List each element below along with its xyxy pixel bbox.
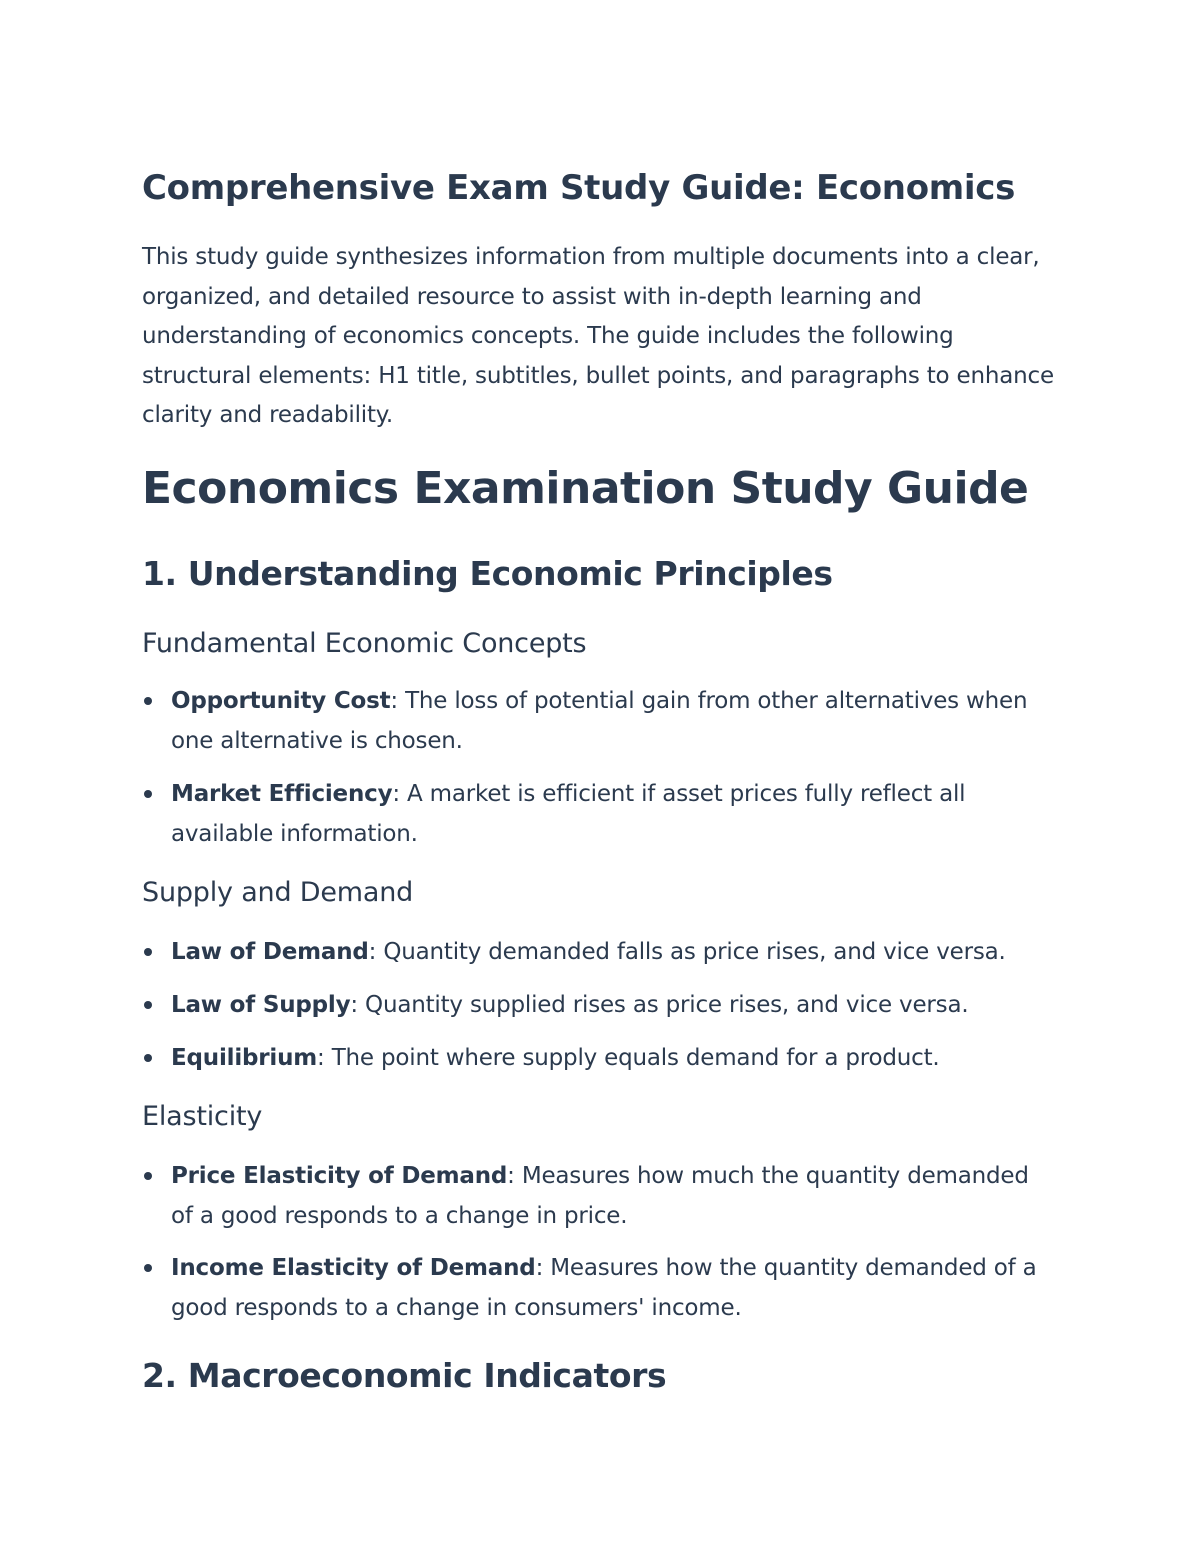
bullet-text: : A market is efficient if asset prices fully reflect all available information. (171, 781, 966, 847)
bullet-icon (144, 697, 152, 705)
section-heading-2: 2. Macroeconomic Indicators (142, 1356, 667, 1395)
subheading-elasticity: Elasticity (142, 1101, 263, 1132)
list-item (142, 775, 1052, 854)
bullet-text: : Quantity demanded falls as price rises, and vice versa. (368, 939, 1006, 965)
bullet-icon (144, 790, 152, 798)
bullet-term: Equilibrium (171, 1045, 318, 1071)
bullet-icon (144, 1001, 152, 1009)
bullet-term: Law of Demand (171, 939, 369, 965)
list-item (142, 1249, 1052, 1328)
main-heading: Economics Examination Study Guide (142, 463, 1029, 514)
bullet-icon (144, 1264, 152, 1272)
bullet-text: : The loss of potential gain from other alternatives when one alternative is chosen. (171, 688, 1028, 754)
bullet-term: Opportunity Cost (171, 688, 391, 714)
bullet-term: Income Elasticity of Demand (171, 1255, 536, 1281)
bullet-text: : Quantity supplied rises as price rises, and vice versa. (350, 992, 969, 1018)
intro-paragraph: This study guide synthesizes information from multiple documents into a clear, organized, and detailed resource to assist with in-depth learning and understanding of economics concepts. The guide includes the following structural elements: H1 title, subtitles, bullet points, and paragraphs to enhance clarity and readability. (142, 244, 1054, 428)
bullet-icon (144, 948, 152, 956)
list-item (142, 986, 1052, 1026)
list-item (142, 682, 1052, 761)
bullet-term: Market Efficiency (171, 781, 393, 807)
list-item (142, 1157, 1052, 1236)
list-item (142, 933, 1052, 973)
bullet-text: : The point where supply equals demand for a product. (317, 1045, 940, 1071)
section-heading-1: 1. Understanding Economic Principles (142, 554, 833, 593)
bullet-text: : Measures how much the quantity demanded of a good responds to a change in price. (171, 1163, 1029, 1229)
bullet-term: Law of Supply (171, 992, 351, 1018)
bullet-term: Price Elasticity of Demand (171, 1163, 508, 1189)
document-title: Comprehensive Exam Study Guide: Economics (142, 168, 1016, 208)
subheading-supply-demand: Supply and Demand (142, 877, 414, 908)
bullet-icon (144, 1172, 152, 1180)
bullet-text: : Measures how the quantity demanded of a good responds to a change in consumers' income. (171, 1255, 1037, 1321)
list-item (142, 1039, 1052, 1079)
bullet-icon (144, 1054, 152, 1062)
subheading-fundamental-concepts: Fundamental Economic Concepts (142, 628, 587, 659)
